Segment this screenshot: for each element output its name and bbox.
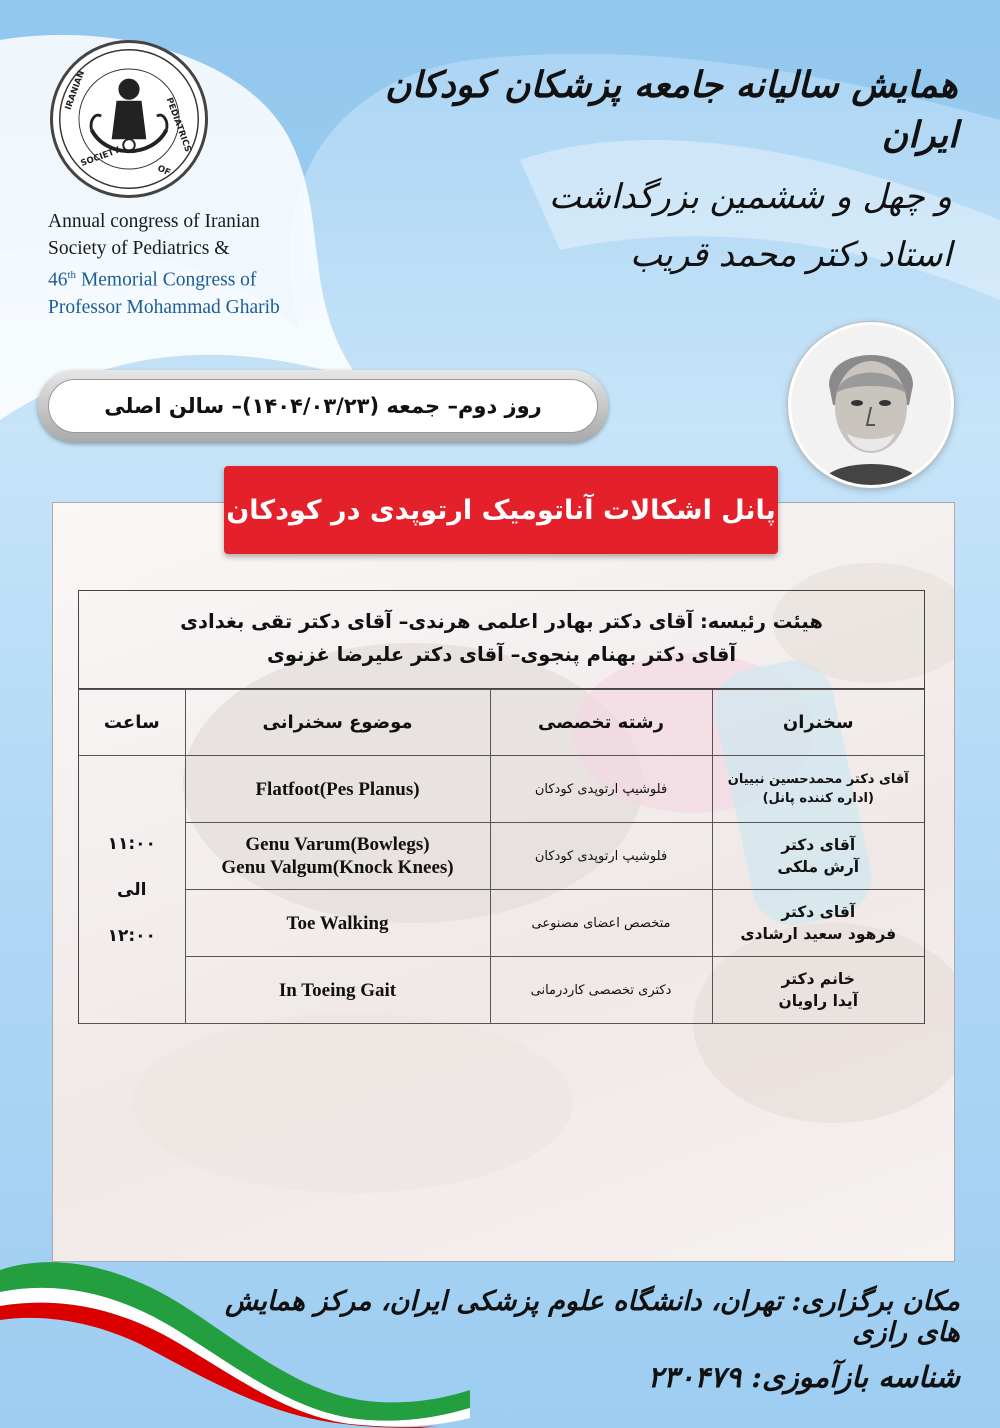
table-row bbox=[79, 823, 924, 890]
field-cell: فلوشیپ ارتوپدی کودکان bbox=[490, 756, 712, 823]
en-title-line-4: Professor Mohammad Gharib bbox=[48, 296, 280, 318]
speaker-name: آقای دکتر محمدحسین نبییان bbox=[727, 772, 909, 787]
header-time: ساعت bbox=[79, 690, 185, 756]
time-end: ۱۲:۰۰ bbox=[107, 925, 156, 946]
program-board bbox=[78, 590, 925, 1024]
memorial-line-2: استاد دکتر محمد قریب bbox=[630, 235, 952, 275]
topic-text: Flatfoot(Pes Planus) bbox=[255, 778, 420, 800]
speaker-name: فرهود سعید ارشادی bbox=[740, 925, 897, 943]
persian-memorial-subtitle bbox=[392, 168, 952, 284]
en-title-ordinal-suffix: th bbox=[67, 269, 77, 281]
en-title-line-2: Society of Pediatrics & bbox=[48, 238, 230, 259]
header-speakers: سخنران bbox=[712, 690, 924, 756]
table-row bbox=[79, 957, 924, 1024]
persian-congress-title: همایش سالیانه جامعه پزشکان کودکان ایران bbox=[385, 64, 958, 156]
field-cell: دکتری تخصصی کاردرمانی bbox=[490, 957, 712, 1024]
speaker-name: آرش ملکی bbox=[777, 858, 860, 876]
topic-cell bbox=[185, 756, 490, 823]
time-cell bbox=[79, 756, 185, 1024]
table-header-row bbox=[79, 690, 924, 756]
professor-portrait bbox=[788, 322, 954, 488]
speaker-title: آقای دکتر bbox=[781, 836, 856, 854]
speaker-title: خانم دکتر bbox=[781, 970, 855, 988]
header-topic: موضوع سخنرانی bbox=[185, 690, 490, 756]
table-row bbox=[79, 756, 924, 823]
presiding-board-line-2: آقای دکتر بهنام پنجوی– آقای دکتر علیرضا غزنوی bbox=[266, 643, 737, 666]
portrait-image bbox=[791, 325, 951, 485]
topic-text: Toe Walking bbox=[286, 912, 389, 934]
speaker-role: (اداره کننده پانل) bbox=[762, 791, 874, 806]
english-congress-title bbox=[48, 208, 368, 321]
topic-cell bbox=[185, 823, 490, 890]
day-session-label: روز دوم– جمعه (۱۴۰۴/۰۳/۲۳)– سالن اصلی bbox=[48, 379, 598, 433]
presiding-board-line-1: هیئت رئیسه: آقای دکتر بهادر اعلمی هرندی– آقای دکتر تقی بغدادی bbox=[180, 610, 823, 633]
society-logo-icon bbox=[53, 43, 205, 195]
field-cell: متخصص اعضای مصنوعی bbox=[490, 890, 712, 957]
svg-text:OF: OF bbox=[155, 163, 172, 179]
speaker-cell bbox=[712, 756, 924, 823]
topic-cell bbox=[185, 957, 490, 1024]
panel-title-banner: پانل اشکالات آناتومیک ارتوپدی در کودکان bbox=[224, 466, 778, 554]
topic-text: Genu Varum(Bowlegs) bbox=[245, 834, 430, 855]
topic-cell bbox=[185, 890, 490, 957]
speaker-cell bbox=[712, 890, 924, 957]
header-field: رشته تخصصی bbox=[490, 690, 712, 756]
speaker-name: آیدا راویان bbox=[778, 992, 859, 1010]
memorial-line-1: و چهل و ششمین بزرگداشت bbox=[548, 177, 952, 217]
field-cell: فلوشیپ ارتوپدی کودکان bbox=[490, 823, 712, 890]
time-separator: الی bbox=[117, 879, 147, 900]
speaker-title: آقای دکتر bbox=[781, 903, 856, 921]
speaker-cell bbox=[712, 957, 924, 1024]
venue-text: مکان برگزاری: تهران، دانشگاه علوم پزشکی ایران، مرکز همایش های رازی bbox=[225, 1286, 960, 1348]
presiding-board bbox=[79, 591, 924, 689]
topic-text: Genu Valgum(Knock Knees) bbox=[221, 857, 454, 878]
speaker-cell bbox=[712, 823, 924, 890]
en-title-line-1: Annual congress of Iranian bbox=[48, 211, 260, 232]
svg-text:IRANIAN: IRANIAN bbox=[63, 69, 88, 112]
society-logo bbox=[50, 40, 208, 198]
en-title-line-3 bbox=[48, 262, 368, 294]
schedule-table bbox=[79, 689, 924, 1024]
time-start: ۱۱:۰۰ bbox=[107, 833, 156, 854]
svg-text:SOCIETY: SOCIETY bbox=[79, 145, 122, 169]
topic-text: In Toeing Gait bbox=[278, 979, 397, 1001]
cme-code: شناسه بازآموزی: ۲۳۰۴۷۹ bbox=[647, 1360, 960, 1394]
en-title-ordinal: 46 bbox=[48, 269, 68, 291]
svg-text:PEDIATRICS: PEDIATRICS bbox=[163, 96, 193, 154]
en-title-memorial: Memorial Congress of bbox=[76, 269, 257, 291]
day-session-badge bbox=[38, 370, 608, 442]
table-row bbox=[79, 890, 924, 957]
